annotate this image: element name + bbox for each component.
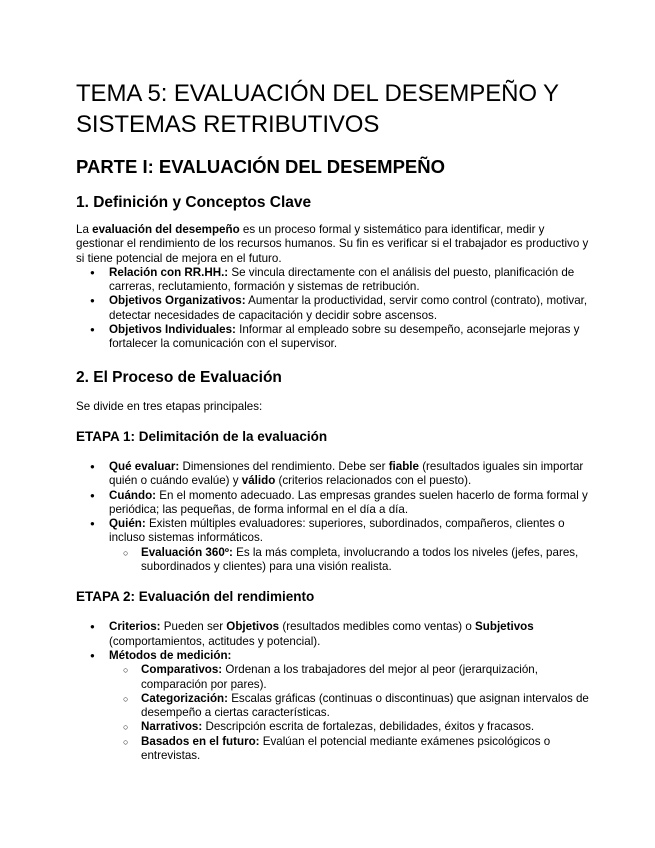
sub-list	[109, 546, 595, 575]
item-label: Categorización:	[141, 691, 228, 705]
item-text: Es la más completa, involucrando a todos los niveles (jefes, pares, subordinados y clientes) para una visión realista.	[141, 545, 579, 574]
methods-list	[109, 663, 595, 763]
definition-paragraph	[76, 223, 595, 266]
item-text: Informar al empleado sobre su desempeño, aconsejarle mejoras y fortalecer la comunicación con el supervisor.	[109, 323, 580, 351]
item-bold-term: Objetivos	[226, 620, 280, 634]
concept-list	[76, 266, 595, 352]
intro-post: es un proceso formal y sistemático para identificar, medir y gestionar el rendimiento de los recursos humanos. Su fin es verificar si el trabajador es productivo y si tiene potencial de mejora en el futuro.	[76, 223, 589, 265]
sub-list-item	[141, 720, 595, 734]
item-label: Criterios:	[109, 620, 161, 634]
list-item	[109, 294, 595, 323]
item-text: (resultados medibles como ventas) o	[279, 620, 476, 634]
item-label: Cuándo:	[109, 488, 157, 502]
item-text: En el momento adecuado. Las empresas grandes suelen hacerlo de forma formal y periódica; las pequeñas, de forma informal en el día a día.	[109, 488, 588, 516]
part-heading: PARTE I: EVALUACIÓN DEL DESEMPEÑO	[76, 156, 446, 177]
item-text: Descripción escrita de fortalezas, debilidades, éxitos y fracasos.	[202, 720, 535, 734]
item-text: Existen múltiples evaluadores: superiores, subordinados, compañeros, clientes o incluso sistemas informáticos.	[109, 517, 565, 545]
list-item	[109, 266, 595, 295]
sub-list-item	[141, 735, 595, 764]
item-label: Qué evaluar:	[109, 459, 180, 473]
item-text: Ordenan a los trabajadores del mejor al peor (jerarquización, comparación por pares).	[141, 663, 538, 691]
list-item	[109, 489, 595, 518]
stage1-heading: ETAPA 1: Delimitación de la evaluación	[76, 428, 328, 444]
list-item	[109, 323, 595, 352]
item-label: Comparativos:	[141, 663, 223, 677]
item-label: Métodos de medición:	[109, 648, 232, 662]
list-item	[109, 620, 595, 649]
item-label: Narrativos:	[141, 720, 203, 734]
intro-bold-term: evaluación del desempeño	[92, 223, 240, 236]
item-label: Objetivos Organizativos:	[109, 294, 246, 308]
process-intro: Se divide en tres etapas principales:	[76, 399, 263, 413]
section-heading-process: 2. El Proceso de Evaluación	[76, 368, 282, 386]
item-text: (criterios relacionados con el puesto).	[275, 474, 472, 488]
item-label: Objetivos Individuales:	[109, 323, 236, 337]
list-item	[109, 460, 595, 489]
item-label: Relación con RR.HH.:	[109, 265, 229, 279]
section-heading-definition: 1. Definición y Conceptos Clave	[76, 194, 312, 211]
list-item	[109, 649, 595, 763]
item-text: Dimensiones del rendimiento. Debe ser	[179, 459, 389, 473]
list-item	[109, 517, 595, 574]
item-bold-term: válido	[241, 474, 276, 488]
stage2-heading: ETAPA 2: Evaluación del rendimiento	[76, 589, 315, 605]
item-text: Escalas gráficas (continuas o discontinuas) que asignan intervalos de desempeño a ciertas características.	[141, 691, 589, 720]
intro-pre: La	[76, 223, 93, 236]
item-label: Basados en el futuro:	[141, 734, 260, 748]
sub-list-item	[141, 692, 595, 721]
stage2-list	[76, 620, 595, 763]
sub-list-item	[141, 546, 595, 575]
item-label: Quién:	[109, 517, 146, 531]
sub-list-item	[141, 663, 595, 692]
item-text: Evalúan el potencial mediante exámenes psicológicos o entrevistas.	[141, 734, 551, 763]
item-text: Se vincula directamente con el análisis del puesto, planificación de carreras, reclutamiento, formación y sistemas de retribución.	[109, 265, 575, 294]
stage1-list	[76, 460, 595, 574]
item-text: (resultados iguales sin importar quién o cuándo evalúe) y	[109, 459, 584, 488]
item-text: Pueden ser	[160, 620, 227, 634]
item-bold-term: fiable	[388, 459, 419, 473]
document-title: TEMA 5: EVALUACIÓN DEL DESEMPEÑO Y SISTEMAS RETRIBUTIVOS	[76, 80, 559, 138]
item-label: Evaluación 360º:	[141, 545, 233, 559]
item-text: (comportamientos, actitudes y potencial).	[109, 634, 321, 648]
item-text: Aumentar la productividad, servir como control (contrato), motivar, detectar necesidades de capacitación y decidir sobre ascensos.	[109, 294, 588, 322]
item-bold-term: Subjetivos	[475, 620, 534, 634]
